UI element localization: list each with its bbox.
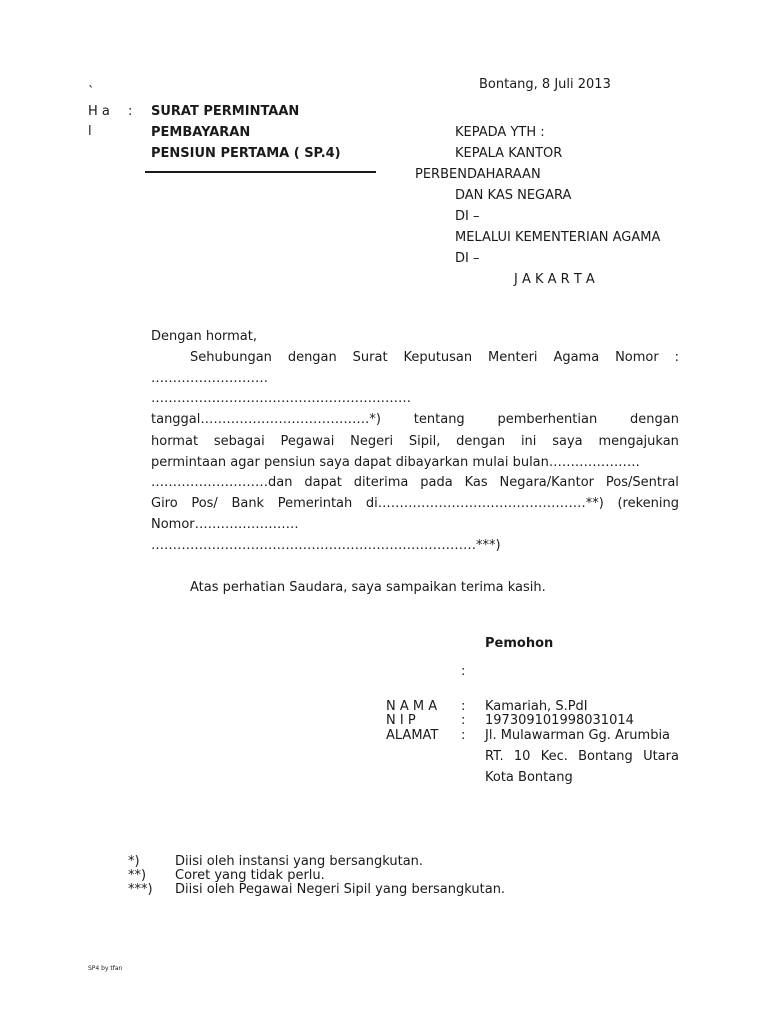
salutation: Dengan hormat, — [151, 329, 258, 344]
body-line-10: …………………………………………………………………***) — [151, 538, 501, 553]
footnote-mark-2: **) — [128, 868, 147, 883]
subject-line-2: PEMBAYARAN — [151, 125, 251, 140]
body-line-8: Giro Pos/ Bank Pemerintah di…………………………………………**) (rekening — [151, 496, 679, 511]
hal-label: H a — [88, 104, 110, 119]
body-line-1: Sehubungan dengan Surat Keputusan Menteri Agama Nomor : — [190, 350, 679, 365]
address-sep: : — [461, 728, 466, 743]
recipient-line-2: KEPALA KANTOR — [455, 146, 563, 161]
footnote-text-3: Diisi oleh Pegawai Negeri Sipil yang bersangkutan. — [175, 882, 506, 897]
nip-sep: : — [461, 713, 466, 728]
hal-label-cont: l — [88, 124, 92, 139]
footnote-mark-3: ***) — [128, 882, 153, 897]
signature-heading: Pemohon — [485, 636, 554, 651]
closing-line: Atas perhatian Saudara, saya sampaikan terima kasih. — [190, 580, 546, 595]
address-line-2: RT. 10 Kec. Bontang Utara — [485, 749, 679, 764]
address-line-3: Kota Bontang — [485, 770, 573, 785]
body-line-2: ……………………… — [151, 371, 268, 386]
nip-value: 197309101998031014 — [485, 713, 634, 728]
body-line-7: ………………………dan dapat diterima pada Kas Negara/Kantor Pos/Sentral — [151, 475, 679, 490]
subject-line-1: SURAT PERMINTAAN — [151, 104, 300, 119]
body-line-3: …………………………………………………… — [151, 391, 411, 406]
recipient-line-4: DAN KAS NEGARA — [455, 188, 572, 203]
recipient-line-1: KEPADA YTH : — [455, 125, 545, 140]
address-label: ALAMAT — [386, 728, 439, 743]
recipient-line-3: PERBENDAHARAAN — [415, 167, 541, 182]
name-sep: : — [461, 699, 466, 714]
recipient-line-8: J A K A R T A — [514, 272, 595, 287]
signature-colon: : — [461, 664, 466, 679]
footer-credit: SP4 by tfan — [88, 965, 123, 972]
stray-mark: ` — [88, 85, 95, 100]
footnote-text-1: Diisi oleh instansi yang bersangkutan. — [175, 854, 424, 869]
recipient-line-5: DI – — [455, 209, 480, 224]
footnote-text-2: Coret yang tidak perlu. — [175, 868, 325, 883]
body-line-9: Nomor…………………… — [151, 517, 299, 532]
name-value: Kamariah, S.PdI — [485, 699, 588, 714]
address-value: Jl. Mulawarman Gg. Arumbia — [485, 728, 671, 743]
subject-line-3: PENSIUN PERTAMA ( SP.4) — [151, 146, 341, 161]
body-line-6: permintaan agar pensiun saya dapat dibayarkan mulai bulan………………… — [151, 455, 640, 470]
name-label: N A M A — [386, 699, 438, 714]
recipient-line-6: MELALUI KEMENTERIAN AGAMA — [455, 230, 661, 245]
nip-label: N I P — [386, 713, 416, 728]
body-line-4: tanggal…………………………………*) tentang pemberhentian dengan — [151, 412, 679, 427]
date-line: Bontang, 8 Juli 2013 — [479, 77, 611, 92]
subject-underline — [145, 171, 376, 173]
recipient-line-7: DI – — [455, 251, 480, 266]
body-line-5: hormat sebagai Pegawai Negeri Sipil, dengan ini saya mengajukan — [151, 434, 679, 449]
footnote-mark-1: *) — [128, 854, 140, 869]
hal-colon: : — [128, 104, 133, 119]
